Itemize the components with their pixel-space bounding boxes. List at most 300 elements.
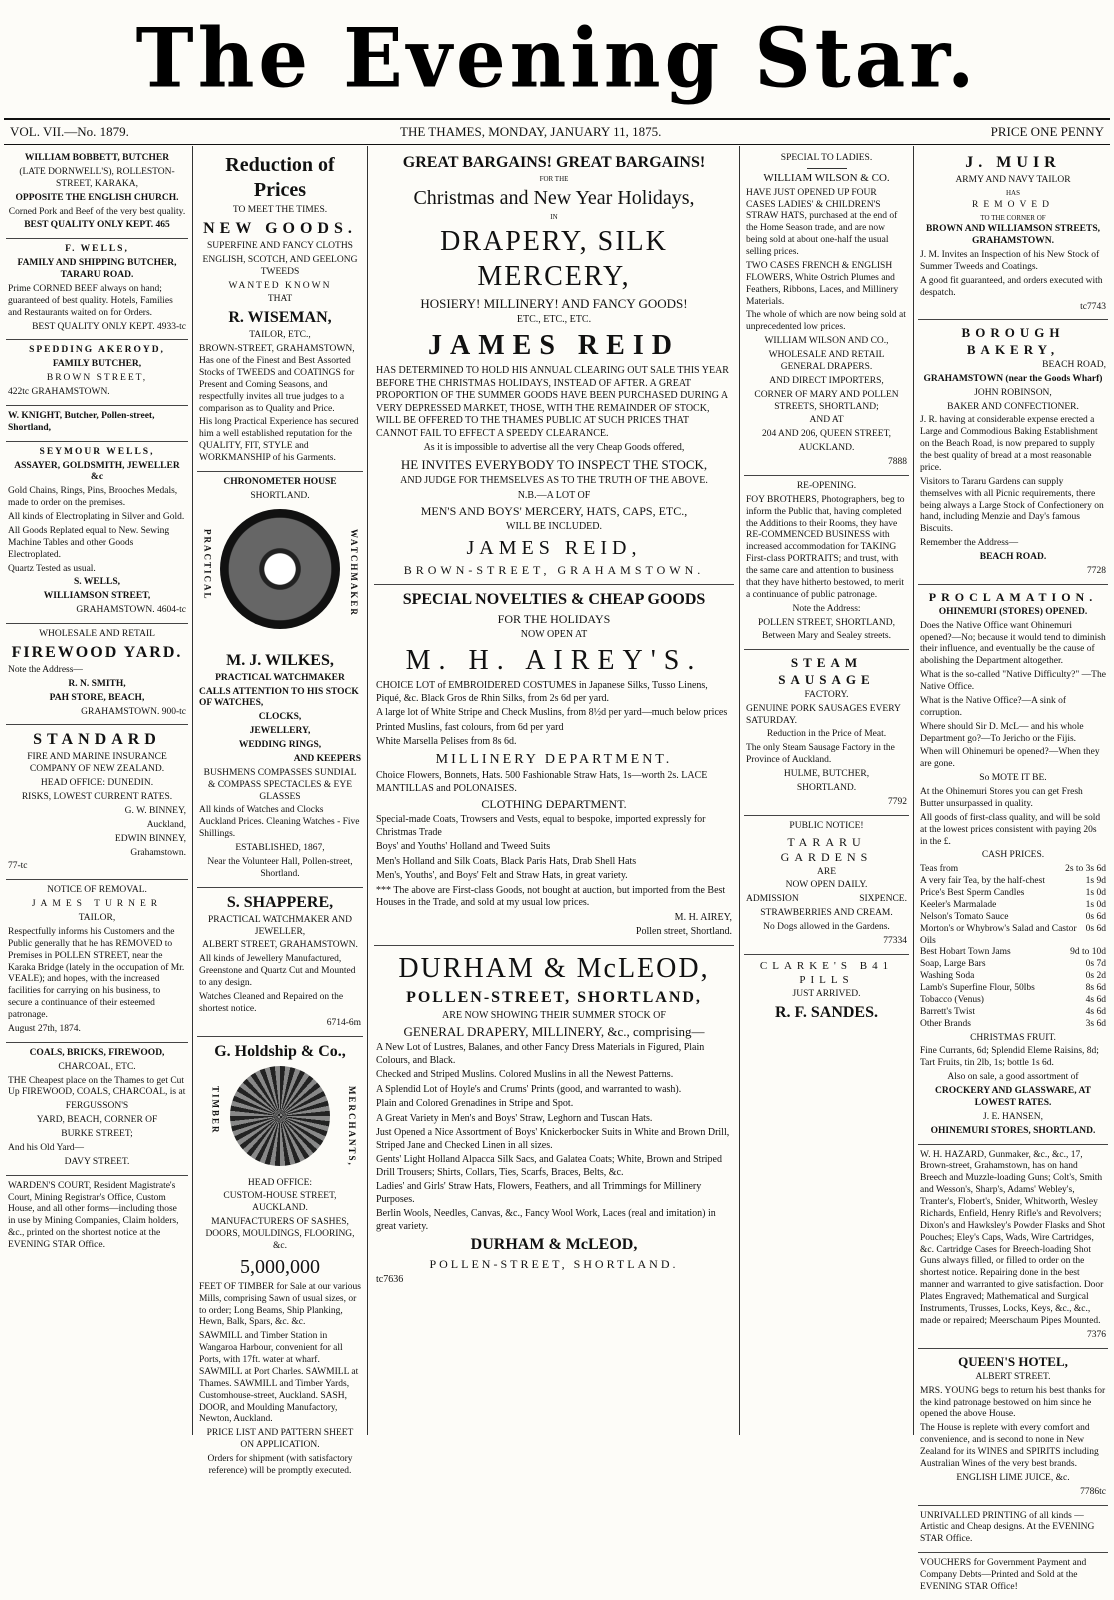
advert-body: Also on sale, a good assortment of [947,1072,1079,1083]
advert-body: CALLS ATTENTION TO HIS STOCK OF WATCHES, [199,686,359,709]
advert-title: BOROUGH BAKERY, [961,325,1065,357]
advert-printing [918,1506,1108,1554]
advert-title: M. J. WILKES, [226,651,334,669]
advert-body: A New Lot of Lustres, Balanes, and other Fancy Dress Materials in Figured, Plain Colours, and Black. [376,1042,705,1066]
advert-body: SAWMILL and Timber Station in Wangaroa Harbour, convenient for all Ports, with 17ft. water at wharf. SAWMILL at Port Charles. SAWMILL at Thames. SAWMILL and Timber Yards, Customhouse-street, Auckland. SASH, DOOR, and Moulding Manufactory, Newton, Auckland. [199,1331,359,1425]
advert-signature: R. F. SANDES. [775,1004,878,1022]
advert-title: CLARKE'S B41 PILLS [759,959,894,986]
advert-body: ENGLISH, SCOTCH, AND GEELONG TWEEDS [202,254,358,277]
column-2 [197,148,363,1476]
advert-address: POLLEN STREET, SHORTLAND, [758,617,895,628]
advert-title: PROCLAMATION. [928,589,1098,604]
advert-borough-bakery [918,320,1108,584]
price-value: 3s 6d [1085,1018,1106,1029]
price-row [920,1019,1106,1031]
advert-body: The only Steam Sausage Factory in the Province of Auckland. [746,743,895,766]
clock-icon [220,509,340,629]
advert-subtitle: ARE NOW SHOWING THEIR SUMMER STOCK OF [442,1009,666,1021]
advert-body: Quartz Tested as usual. [8,563,96,574]
advert-body: NOW OPEN DAILY. [785,880,868,891]
advert-signature: WILLIAM WILSON AND CO., [764,336,889,347]
advert-body: AND AT [809,415,844,426]
advert-address: POLLEN-STREET, SHORTLAND, [406,988,702,1006]
advert-subtitle: FAMILY BUTCHER, [52,359,142,370]
admission-price: SIXPENCE. [859,894,907,905]
advert-body: Men's Holland and Silk Coats, Black Paris Hats, Drab Shell Hats [376,855,637,867]
advert-queens-hotel [918,1349,1108,1506]
advert-body: IN [550,212,558,221]
advert-body: All goods of first-class quality, and will be sold at the lowest prices consistent with paying 20s in the £. [920,812,1101,847]
advert-body: Just Opened a Nice Assortment of Boys' Knickerbocker Suits in White and Brown Drill, Striped Jane and Checked Linen in all sizes. [376,1127,730,1151]
advert-heading: Christmas and New Year Holidays, [413,186,695,209]
advert-heading: MILLINERY DEPARTMENT. [435,751,673,767]
advert-wardens-court [6,1176,188,1258]
advert-body: Prime CORNED BEEF always on hand; guaranteed of best quality. Hotels, Families and Restaurants waited on for Orders. [8,283,173,318]
column-3 [374,148,734,1435]
advert-heading: DRAPERY, SILK MERCERY, [440,225,668,292]
advert-body: Gold Chains, Rings, Pins, Brooches Medals, made to order on the premises. [8,486,178,509]
advert-signature: Auckland, [146,819,186,830]
separator [807,168,847,169]
price-item: Keeler's Marmalade [920,899,997,910]
advert-subtitle: ASSAYER, GOLDSMITH, JEWELLER &c [14,460,180,483]
advert-body: PRICE LIST AND PATTERN SHEET ON APPLICATION. [206,1428,354,1451]
advert-signature: DURHAM & McLEOD, [470,1236,638,1254]
advert-tag: 422tc GRAHAMSTOWN. [8,387,110,397]
advert-signature: J. E. HANSEN, [983,1111,1043,1122]
advert-standard-insurance [6,725,188,880]
advert-body: When will Ohinemuri be opened?—When they are gone. [920,747,1100,770]
advert-body: W. KNIGHT, Butcher, Pollen-street, Shortland, [8,410,155,433]
advert-address: BROWN AND WILLIAMSON STREETS, GRAHAMSTOWN. [925,224,1101,247]
advert-address: CORNER OF MARY AND POLLEN STREETS, SHORTLAND; [754,389,899,412]
price-row [920,1007,1106,1019]
price-value: 2s to 3s 6d [1065,864,1106,875]
advert-tag: 7786tc [1080,1486,1106,1497]
advert-body: All kinds of Jewellery Manufactured, Greenstone and Quartz Cut and Mounted to any design. [199,954,356,988]
advert-body: Where should Sir D. McL— and his whole Department go?—To Jericho or the Fijis. [920,721,1084,744]
advert-signature: Grahamstown. [130,847,186,858]
price-item: Tobacco (Venus) [920,994,984,1005]
advert-address: OPPOSITE THE ENGLISH CHURCH. [15,192,179,203]
advert-subtitle: FIRE AND MARINE INSURANCE COMPANY OF NEW ZEALAND. [27,752,167,775]
advert-wells [6,239,188,340]
advert-heading: PUBLIC NOTICE! [789,820,864,831]
price-item: Soap, Large Bars [920,959,986,970]
advert-tag: BEST QUALITY ONLY KEPT. 465 [24,220,170,231]
price-item: Washing Soda [920,971,975,982]
price-item: Best Hobart Town Jams [920,947,1011,958]
advert-address: DAVY STREET. [64,1156,130,1167]
advert-tag: 7792 [888,796,907,807]
advert-body: Visitors to Tararu Gardens can supply themselves with all Picnic requirements, there being always a Large Stock of Confectionery on hand, including Menzie and Day's famous Biscuits. [920,476,1104,535]
advert-address: POLLEN-STREET, SHORTLAND. [429,1257,679,1272]
advert-body: CROCKERY AND GLASSWARE, AT LOWEST RATES. [935,1086,1091,1108]
advert-body: MRS. YOUNG begs to return his best thanks for the kind patronage bestowed on him since he opened the above House. [920,1385,1106,1420]
advert-durham-mcleod [374,946,734,1293]
price-value: 0s 6d [1085,923,1106,934]
advert-address: YARD, BEACH, CORNER OF [36,1115,158,1126]
advert-body [746,894,907,906]
advert-body: WARDEN'S COURT, Resident Magistrate's Court, Mining Registrar's Office, Custom House, and all other forms—including those in use by Mining Companies, Claim holders, &c., printed on the shortest notice at the EVENING STAR Office. [8,1180,179,1250]
advert-title: FIREWOOD YARD. [11,643,183,661]
advert-date: August 27th, 1874. [8,1023,81,1034]
advert-subtitle: SHORTLAND. [250,490,310,501]
advert-body: FEET OF TIMBER for Sale at our various Mills, comprising Sawn of usual sizes, or to order; Long Beams, Ship Planking, Hewn, Balk, Spars, &c. &c. [199,1281,361,1328]
advert-body: THAT [267,294,293,305]
advert-body: J. R. having at considerable expense erected a Large and Commodious Baking Establishment on the Beach Road, is now prepared to supply the best quality of bread at a most reasonable price. [920,415,1098,473]
advert-body: STRAWBERRIES AND CREAM. [760,908,893,919]
advert-body: HAS [1005,188,1020,197]
advert-address: SHORTLAND. [796,782,857,793]
side-label: MERCHANTS, [347,1085,357,1167]
advert-tag: BEST QUALITY ONLY KEPT. 4933-tc [32,321,186,332]
advert-body: HAS DETERMINED TO HOLD HIS ANNUAL CLEARING OUT SALE THIS YEAR BEFORE THE CHRISTMAS HOLIDAYS, INSTEAD OF AFTER. A GREAT PROPORTION OF THE SUMMER GOODS HAVE BEEN PURCHASED DURING A VERY DEPRESSED MARKET, THOSE, WITH THE REMAINDER OF STOCK, WILL BE OFFERED TO THE THAMES PUBLIC AT SUCH PRICES THAT CANNOT FAIL TO EFFECT A SPEEDY CLEARANCE. [376,365,729,439]
price-item: Teas from [920,864,959,875]
advert-heading: 5,000,000 [240,1255,320,1278]
newspaper-title: The Evening Star. [135,10,979,107]
advert-heading: WHOLESALE AND RETAIL [39,629,155,639]
side-label: PRACTICAL [202,528,213,601]
advert-shappere [197,888,363,1037]
advert-address: ALBERT STREET, GRAHAMSTOWN. [202,940,358,951]
price-item: Barrett's Twist [920,1006,975,1017]
advert-title: WILLIAM WILSON & CO. [763,171,890,184]
clock-illustration [199,509,361,649]
advert-vouchers [918,1553,1108,1600]
advert-body: As it is impossible to advertise all the very Cheap Goods offered, [423,442,685,454]
advert-body: THE Cheapest place on the Thames to get Cut Up FIREWOOD, COALS, CHARCOAL, is at [8,1075,186,1098]
advert-body: Watches Cleaned and Repaired on the shortest notice. [199,991,344,1014]
advert-title: F. WELLS, [65,244,129,255]
advert-body: FOR THE [539,175,569,183]
advert-heading: GREAT BARGAINS! GREAT BARGAINS! [402,154,706,171]
advert-heading: CLOTHING DEPARTMENT. [481,797,627,811]
advert-subtitle: OHINEMURI (STORES) OPENED. [938,606,1088,617]
advert-subtitle: BAKER AND CONFECTIONER. [947,401,1079,412]
advert-body: A Splendid Lot of Hoyle's and Crums' Prints (good, and warranted to wash). [376,1083,682,1095]
advert-heading: NOTICE OF REMOVAL. [47,885,147,896]
advert-chronometer-house [197,472,363,888]
advert-heading: CASH PRICES. [981,850,1045,861]
advert-signature: M. H. AIREY, [674,911,732,923]
advert-body: At the Ohinemuri Stores you can get Fresh Butter unsurpassed in quality. [920,787,1083,809]
advert-holdship [197,1037,363,1484]
advert-seymour-wells [6,442,188,624]
advert-body: MANUFACTURERS OF SASHES, DOORS, MOULDINGS, FLOORING, &c. [205,1217,355,1251]
price-row [920,888,1106,900]
advert-subtitle: PRACTICAL WATCHMAKER [215,672,345,683]
advert-title: DURHAM & McLEOD, [398,952,710,984]
advert-address: WILLIAMSON STREET, [43,591,151,602]
advert-body: BROWN-STREET, GRAHAMSTOWN, Has one of the Finest and Best Assorted Stocks of TWEEDS and COATINGS for Present and Coming Seasons, and respectfully invites all true judges to a comparison as to Quality and Price. [199,344,355,414]
column-rule [739,146,740,1435]
advert-body: AND JUDGE FOR THEMSELVES AS TO THE TRUTH OF THE ABOVE. [400,475,708,486]
column-rule [367,146,368,1435]
advert-address: AUCKLAND. [798,443,855,454]
price-row [920,900,1106,912]
dateline-rule [4,144,1110,145]
admission-label: ADMISSION [746,894,799,905]
advert-airey [374,585,734,946]
price-value: 4s 6d [1085,1006,1106,1017]
volume-number: VOL. VII.—No. 1879. [10,124,129,139]
price-value: 1s 0d [1085,899,1106,910]
saw-illustration [199,1066,361,1176]
issue-date: THE THAMES, MONDAY, JANUARY 11, 1875. [400,124,662,139]
advert-title: M. H. AIREY'S. [405,645,703,676]
advert-subtitle: PRACTICAL WATCHMAKER AND JEWELLER, [207,914,353,937]
price-item: Other Brands [920,1018,971,1029]
advert-akeroyd [6,340,188,406]
advert-signature: S. WELLS, [73,577,121,588]
advert-body: AND DIRECT IMPORTERS, [769,375,884,386]
masthead-rule [4,118,1110,120]
advert-tag: 77334 [883,935,907,946]
price-item: Lamb's Superfine Flour, 50lbs [920,983,1035,993]
advert-body: Note the Address: [792,603,861,614]
advert-subtitle: HEAD OFFICE: [247,1177,313,1188]
advert-body: SUPERFINE AND FANCY CLOTHS [207,240,353,251]
advert-bobbett [6,148,188,239]
advert-body: J. M. Invites an Inspection of his New Stock of Summer Tweeds and Coatings. [920,250,1100,272]
advert-title: JAMES TURNER [31,899,163,910]
price-row [920,876,1106,888]
price-row [920,947,1106,959]
price-row [920,864,1106,876]
advert-body: What is the so-called "Native Difficulty?" —The Native Office. [920,670,1106,692]
advert-body: WILL BE INCLUDED. [506,521,602,532]
advert-subtitle: TAILOR, [78,913,116,923]
advert-body: ESTABLISHED, 1867, [235,843,325,853]
advert-title: STANDARD [33,731,161,749]
advert-title: G. Holdship & Co., [214,1042,346,1060]
advert-body: Fine Currants, 6d; Splendid Eleme Raisins, 8d; Tart Fruits, tin 2lb, 1s; bottle 1s 6d. [920,1046,1099,1069]
side-label: TIMBER [210,1085,221,1135]
price-row [920,983,1106,995]
advert-title: TARARU GARDENS [780,834,873,864]
column-4 [744,148,909,1435]
advert-tararu-gardens [744,816,909,955]
advert-tag: 7888 [888,457,907,467]
column-rule [913,146,914,1435]
column-5 [918,148,1108,1592]
advert-knight [6,406,188,442]
advert-body: Plain and Colored Grenadines in Stripe and Spot. [376,1098,574,1110]
advert-subtitle: ARMY AND NAVY TAILOR [955,175,1071,185]
advert-body: *** The above are First-class Goods, not bought at auction, but imported from the Best Houses in the Trade, and sold at my usual low prices. [376,884,726,908]
advert-title: COALS, BRICKS, FIREWOOD, [29,1047,165,1058]
advert-body: A large lot of White Stripe and Check Muslins, from 8½d per yard—much below prices [376,707,728,718]
advert-heading: MEN'S AND BOYS' MERCERY, HATS, CAPS, ETC., [420,504,688,518]
advert-body: Reduction in the Price of Meat. [766,729,887,740]
advert-heading: WANTED KNOWN [228,280,332,291]
advert-address: FERGUSSON'S [65,1101,129,1112]
advert-heading: CHRISTMAS FRUIT. [970,1032,1056,1043]
price-value: 4s 6d [1085,994,1106,1005]
advert-body: So MOTE IT BE. [979,773,1047,784]
advert-subtitle: WHOLESALE AND RETAIL GENERAL DRAPERS. [768,350,885,372]
advert-title: J. MUIR [965,154,1061,171]
advert-subtitle: FACTORY. [804,689,849,700]
price-item: Nelson's Tomato Sauce [920,911,1009,922]
advert-clarkes-pills [744,955,909,1029]
advert-body: AND KEEPERS [293,753,361,764]
price-row [920,995,1106,1007]
advert-address: BEACH ROAD. [979,552,1047,562]
price-item: Price's Best Sperm Candles [920,888,1025,898]
advert-body: All Goods Replated equal to New. Sewing Machine Tables and other Goods Electroplated. [8,525,170,560]
price-row [920,924,1106,948]
advert-body: W. H. HAZARD, Gunmaker, &c., &c., 17, Brown-street, Grahamstown, has on hand Breech and Muzzle-loading Guns; Colt's, Smith and Wesson's, Sharp's, Adams' Webley's, Tranter's, Flobert's, Snider, Whitworth, Wesley Richards, Enfield, Henry Rifle's and Revolvers; Dixon's and Hawksley's Powder Flasks and Shot Pouches; Eley's Caps, Wads, Wire Cartridges, &c. Cartridge Cases for Breech-loading Shot Guns always filled, or filled to order on the shortest notice. Repairing done in the best manner and warranted to give satisfaction. Door Plates Engraved; Mathematical and Surgical Instruments, Trusses, Locks, Keys, &c., &c., made or repaired; Meerschaum Pipes Mounted. [920,1149,1105,1326]
advert-address: GRAHAMSTOWN (near the Goods Wharf) [923,373,1103,384]
price-value: 8s 6d [1085,983,1106,993]
advert-body: All kinds of Electroplating in Silver and Gold. [8,512,185,522]
advert-body: ETC., ETC., ETC. [516,313,592,325]
advert-body: ENGLISH LIME JUICE, &c. [956,1472,1070,1483]
price-list [920,864,1106,1030]
sawblade-icon [230,1066,330,1166]
column-rule [192,146,193,1435]
advert-heading: HOSIERY! MILLINERY! AND FANCY GOODS! [420,295,688,311]
advert-address: Near the Volunteer Hall, Pollen-street, Shortland. [207,856,353,879]
advert-subtitle: ALBERT STREET. [975,1371,1051,1382]
advert-title: S. SHAPPERE, [226,893,334,911]
advert-body: Boys' and Youths' Holland and Tweed Suits [376,841,551,852]
advert-tag: 7376 [1087,1329,1106,1340]
advert-body: HEAD OFFICE: DUNEDIN. [40,778,154,789]
advert-body: Choice Flowers, Bonnets, Hats. 500 Fashionable Straw Hats, 1s—worth 2s. LACE MANTILLAS and POLONAISES. [376,770,708,794]
advert-address: BURKE STREET; [61,1129,133,1139]
advert-body: N.B.—A LOT OF [517,489,591,501]
price-value: 0s 6d [1085,911,1106,922]
advert-address: OHINEMURI STORES, SHORTLAND. [930,1125,1096,1136]
price-item: Morton's or Whybrow's Salad and Castor Oils [920,923,1077,946]
advert-subtitle: FOR THE HOLIDAYS [497,611,611,626]
masthead [0,0,1114,118]
advert-body: GENUINE PORK SAUSAGES EVERY SATURDAY. [746,703,901,726]
advert-body: HAVE JUST OPENED UP FOUR CASES LADIES' & CHILDREN'S STRAW HATS, purchased at the end of the Home Season trade, and are now being sold at about one-half the usual selling prices. [746,187,898,257]
advert-body: Note the Address— [8,664,83,675]
advert-tag: tc7743 [1080,301,1106,312]
advert-body: TO THE CORNER OF [980,213,1046,222]
advert-body: All kinds of Watches and Clocks Auckland Prices. Cleaning Watches - Five Shillings. [199,805,360,840]
advert-wiseman [197,148,363,472]
advert-body: CHOICE LOT of EMBROIDERED COSTUMES in Japanese Silks, Tusso Linens, Piqué, &c. Black Gros de Rhin Silks, from 2s 6d per yard. [376,680,708,704]
advert-title: SPEDDING AKEROYD, [29,345,165,356]
advert-title: QUEEN'S HOTEL, [958,1353,1068,1369]
advert-body: UNRIVALLED PRINTING of all kinds —Artistic and Cheap designs. At the EVENING STAR Office. [920,1510,1095,1545]
advert-body: Checked and Striped Muslins. Colored Muslins in all the Newest Patterns. [376,1069,674,1081]
advert-body: Special-made Coats, Trowsers and Vests, equal to bespoke, imported expressly for Christmas Trade [376,814,706,838]
price-item: A very fair Tea, by the half-chest [920,876,1045,887]
advert-address: PAH STORE, BEACH, [49,692,145,703]
advert-body: Remember the Address— [920,538,1019,549]
advert-signature: JAMES REID, [466,536,642,559]
price-value: 0s 2d [1085,971,1106,982]
price-value: 9d to 10d [1070,947,1106,958]
advert-body: A good fit guaranteed, and orders executed with despatch. [920,275,1103,298]
advert-heading: NEW GOODS. [203,219,357,237]
advert-subtitle: TO MEET THE TIMES. [232,205,328,215]
advert-signature: HULME, BUTCHER, [783,769,870,779]
advert-firewood [6,624,188,725]
price-row [920,959,1106,971]
advert-heading: RE-OPENING. [796,480,857,491]
advert-heading: HE INVITES EVERYBODY TO INSPECT THE STOCK, [400,456,708,472]
advert-body: Berlin Wools, Needles, Canvas, &c., Fancy Wool Work, Laces (real and imitation) in great variety. [376,1208,716,1232]
advert-signature: R. N. SMITH, [68,678,126,689]
advert-subtitle: BEACH ROAD, [1042,359,1106,370]
advert-title: Reduction of Prices [225,154,335,201]
price: PRICE ONE PENNY [990,124,1104,139]
advert-sausage-factory [744,650,909,815]
advert-proclamation [918,585,1108,1145]
price-row [920,971,1106,983]
advert-body: Ladies' and Girls' Straw Hats, Flowers, Feathers, and all Trimmings for Millinery Purposes. [376,1181,702,1205]
advert-address: Between Mary and Sealey streets. [762,631,891,642]
advert-title: JAMES REID [428,330,680,362]
advert-address: 204 AND 206, QUEEN STREET, [761,429,892,440]
price-value: 1s 0d [1085,888,1106,898]
advert-body: Does the Native Office want Ohinemuri opened?—No; because it would tend to diminish their influence, and eventually be the cause of abolishing the Department altogether. [920,620,1106,667]
advert-body: Respectfully informs his Customers and the Public generally that he has REMOVED to Premises in POLLEN STREET, near the Karaka Bridge (lately in the occupation of Mr. VEALE); and hopes, with the increased facilities for carrying on his business, to secure a continuance of their esteemed patronage. [8,926,185,1020]
advert-body: Printed Muslins, fast colours, from 6d per yard [376,721,564,733]
price-row [920,912,1106,924]
advert-heading: SPECIAL NOVELTIES & CHEAP GOODS [402,590,706,608]
advert-title: CHRONOMETER HOUSE [223,476,337,487]
price-value: 0s 7d [1085,959,1106,970]
advert-foy-brothers [744,476,909,650]
advert-body: Gents' Light Holland Alpacca Silk Sacs, and Galatea Coats; White, Brown and Striped Drill Trousers; Shirts, Collars, Ties, Scarfs, Braces, Belts, &c. [376,1154,722,1178]
advert-subtitle: FAMILY AND SHIPPING BUTCHER, TARARU ROAD. [17,258,177,280]
advert-body: FOY BROTHERS, Photographers, beg to inform the Public that, having completed the Additions to their Rooms, they have RE-COMMENCED BUSINESS with increased accommodation for TAKING First-class PORTRAITS; and trust, with the same care and attention to business that they have hitherto bestowed, to merit a continuance of public patronage. [746,494,905,600]
advert-body: White Marsella Pelises from 8s 6d. [376,736,517,747]
advert-body: TWO CASES FRENCH & ENGLISH FLOWERS, White Ostrich Plumes and Feathers, Ribbons, Laces, and Millinery Materials. [746,260,899,307]
advert-signature: JOHN ROBINSON, [974,387,1052,398]
advert-tag: tc7636 [376,1274,404,1286]
advert-james-reid [374,148,734,585]
advert-heading: REMOVED [972,199,1054,210]
advert-body: The House is replete with every comfort and convenience, and is second to none in New Zealand for its WINES and SPIRITS including Australian Wines of the very best brands. [920,1423,1099,1469]
advert-body: Men's, Youths', and Boys' Felt and Straw Hats, in great variety. [376,870,628,881]
advert-muir [918,148,1108,320]
advert-body: JEWELLERY, [249,726,311,737]
advert-subtitle: CHARCOAL, ETC. [58,1061,136,1072]
advert-body: WEDDING RINGS, [238,740,322,750]
advert-heading: GENERAL DRAPERY, MILLINERY, &c., comprising— [403,1024,705,1039]
advert-body: No Dogs allowed in the Gardens. [763,922,890,932]
advert-subtitle: TAILOR, ETC., [249,330,311,341]
advert-hazard [918,1145,1108,1349]
advert-tag: GRAHAMSTOWN. 900-tc [81,706,186,717]
advert-title: SEYMOUR WELLS, [39,446,155,457]
advert-address: Pollen street, Shortland. [635,926,732,937]
advert-body: And his Old Yard— [8,1142,85,1153]
advert-body: His long Practical Experience has secured him a well established reputation for the QUALITY, FIT, STYLE and WORKMANSHIP of his Garments. [199,417,359,463]
advert-heading: SPECIAL TO LADIES. [780,153,873,163]
advert-body: VOUCHERS for Government Payment and Company Debts—Printed and Sold at the EVENING STAR Office! [920,1558,1087,1592]
advert-signature: EDWIN BINNEY, [114,833,186,844]
advert-body: CLOCKS, [258,712,302,723]
advert-body: A Great Variety in Men's and Boys' Straw, Leghorn and Tuscan Hats. [376,1112,653,1124]
advert-tag: 7728 [1087,565,1106,576]
advert-coals [6,1043,188,1176]
advert-title: WILLIAM BOBBETT, BUTCHER [24,153,170,163]
price-value: 1s 9d [1085,876,1106,887]
advert-body: What is the Native Office?—A sink of corruption. [920,695,1066,718]
side-label: WATCHMAKER [349,528,359,617]
